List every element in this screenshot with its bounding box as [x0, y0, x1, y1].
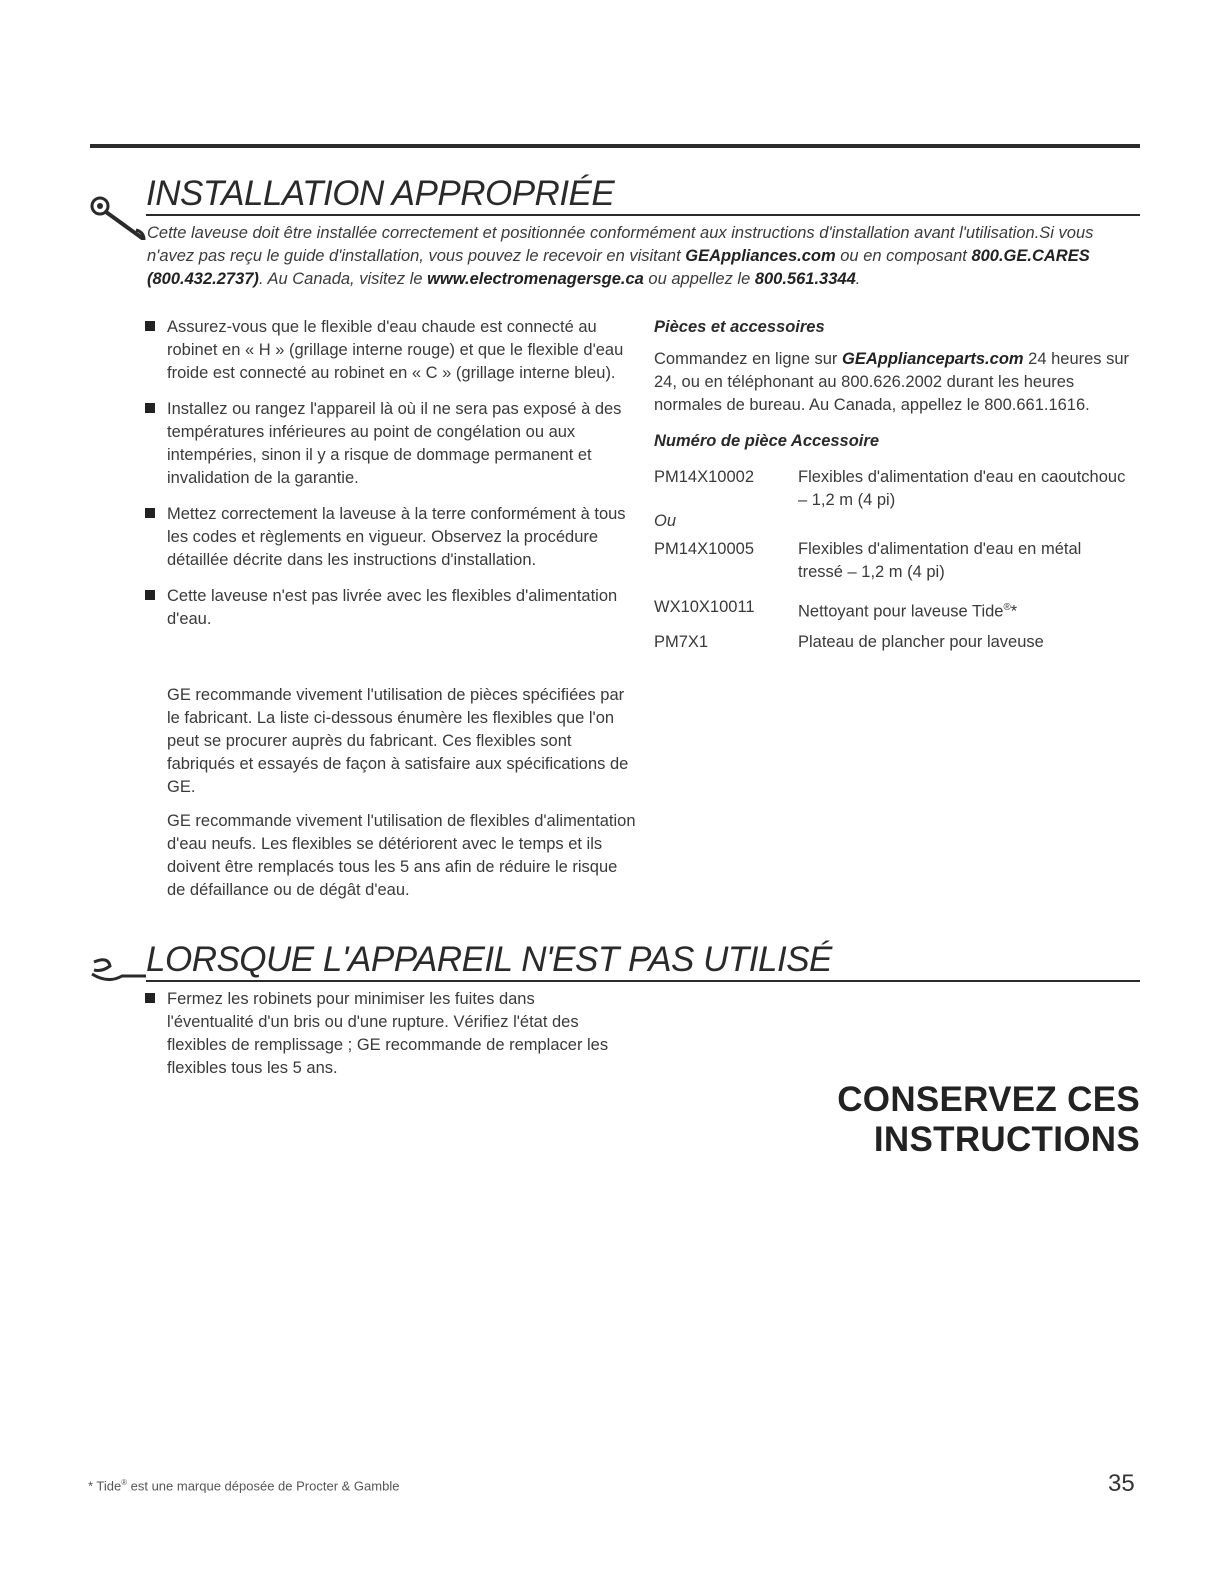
footnote-text: est une marque déposée de Procter & Gamble: [127, 1478, 400, 1494]
registered-mark: ®: [1003, 602, 1011, 613]
intro-text: .: [855, 270, 861, 288]
not-in-use-bullets: [145, 988, 625, 1093]
parts-heading: Pièces et accessoires: [654, 318, 825, 336]
intro-text: Cette laveuse doit être installée correctement et positionnée conformément aux instructions d'installation avant l'utilisation.Si vous n'avez pas reçu le guide d'installation, vous pouvez le recevoir en visitant: [147, 224, 1094, 265]
list-item: Assurez-vous que le flexible d'eau chaude est connecté au robinet en « H » (grillage interne rouge) et que le flexible d'eau froide est connecté au robinet en « C » (grillage interne bleu).: [145, 316, 640, 385]
order-text: 24 heures sur 24, ou en téléphonant au 800.626.2002 durant les heures normales de bureau. Au Canada, appellez le 800.661.1616.: [654, 350, 1130, 414]
recommendation-paragraph: GE recommande vivement l'utilisation de flexibles d'alimentation d'eau neufs. Les flexibles se détériorent avec le temps et ils doivent être remplacés tous les 5 ans afin de réduire le risque de défaillance ou de dégât d'eau.: [167, 812, 636, 899]
hose-icon: [88, 952, 148, 992]
parts-site-link[interactable]: GEApplianceparts.com: [842, 350, 1024, 368]
list-item: Installez ou rangez l'appareil là où il ne sera pas exposé à des températures inférieures au point de congélation ou aux intempéries, sinon il y a risque de dommage permanent et invalidation de la garantie.: [145, 398, 640, 490]
part-number: PM14X10002: [654, 468, 754, 486]
intro-text: . Au Canada, visitez le: [258, 270, 428, 288]
or-label: Ou: [654, 512, 677, 530]
recommendation-paragraph: GE recommande vivement l'utilisation de pièces spécifiées par le fabricant. La liste ci-dessous énumère les flexibles que l'on peut se procurer auprès du fabricant. Ces flexibles sont fabriqués et essayés de façon à satisfaire aux spécifications de GE.: [167, 686, 629, 796]
registered-mark: ®: [121, 1478, 127, 1487]
footnote: [88, 1478, 399, 1493]
section-rule: [146, 980, 1140, 982]
intro-text: ou appellez le: [643, 270, 755, 288]
parts-order-paragraph: [654, 348, 1144, 417]
ge-phone: 800.GE.CARES (800.432.2737): [147, 247, 1090, 288]
save-instructions-heading: CONSERVEZ CES INSTRUCTIONS: [837, 1080, 1140, 1159]
list-item: Cette laveuse n'est pas livrée avec les flexibles d'alimentation d'eau.: [145, 585, 640, 631]
part-number: WX10X10011: [654, 598, 755, 616]
part-number: PM14X10005: [654, 540, 754, 558]
ge-site-link[interactable]: GEAppliances.com: [685, 247, 836, 265]
part-number: PM7X1: [654, 633, 709, 651]
part-description: [798, 596, 1128, 624]
footnote-text: * Tide: [88, 1478, 122, 1494]
list-item: Mettez correctement la laveuse à la terre conformément à tous les codes et règlements en vigueur. Observez la procédure détaillée décrite dans les instructions d'installation.: [145, 503, 640, 572]
ge-canada-site-link[interactable]: www.electromenagersge.ca: [427, 270, 644, 288]
section-title-not-in-use: LORSQUE L'APPAREIL N'EST PAS UTILISÉ: [146, 940, 832, 979]
part-description: Flexibles d'alimentation d'eau en caoutchouc – 1,2 m (4 pi): [798, 468, 1126, 509]
page-number: 35: [1108, 1470, 1135, 1497]
section-title-installation: INSTALLATION APPROPRIÉE: [146, 174, 615, 213]
section-rule: [146, 214, 1140, 216]
part-description-text: Nettoyant pour laveuse Tide: [798, 602, 1004, 621]
footnote-marker: *: [1010, 602, 1018, 621]
parts-table-heading: Numéro de pièce Accessoire: [654, 432, 879, 450]
intro-text: ou en composant: [835, 247, 972, 265]
list-item: Fermez les robinets pour minimiser les fuites dans l'éventualité d'un bris ou d'une rupture. Vérifiez l'état des flexibles de remplissage ; GE recommande de remplacer les flexibles tous les 5 ans.: [145, 988, 625, 1080]
part-description: Flexibles d'alimentation d'eau en métal tressé – 1,2 m (4 pi): [798, 540, 1082, 581]
intro-paragraph: [147, 222, 1107, 291]
part-description: Plateau de plancher pour laveuse: [798, 633, 1044, 651]
ge-canada-phone: 800.561.3344: [754, 270, 856, 288]
top-rule: [90, 144, 1140, 148]
order-text: Commandez en ligne sur: [654, 350, 843, 368]
installation-bullets: [145, 316, 640, 644]
wrench-icon: [86, 190, 148, 244]
